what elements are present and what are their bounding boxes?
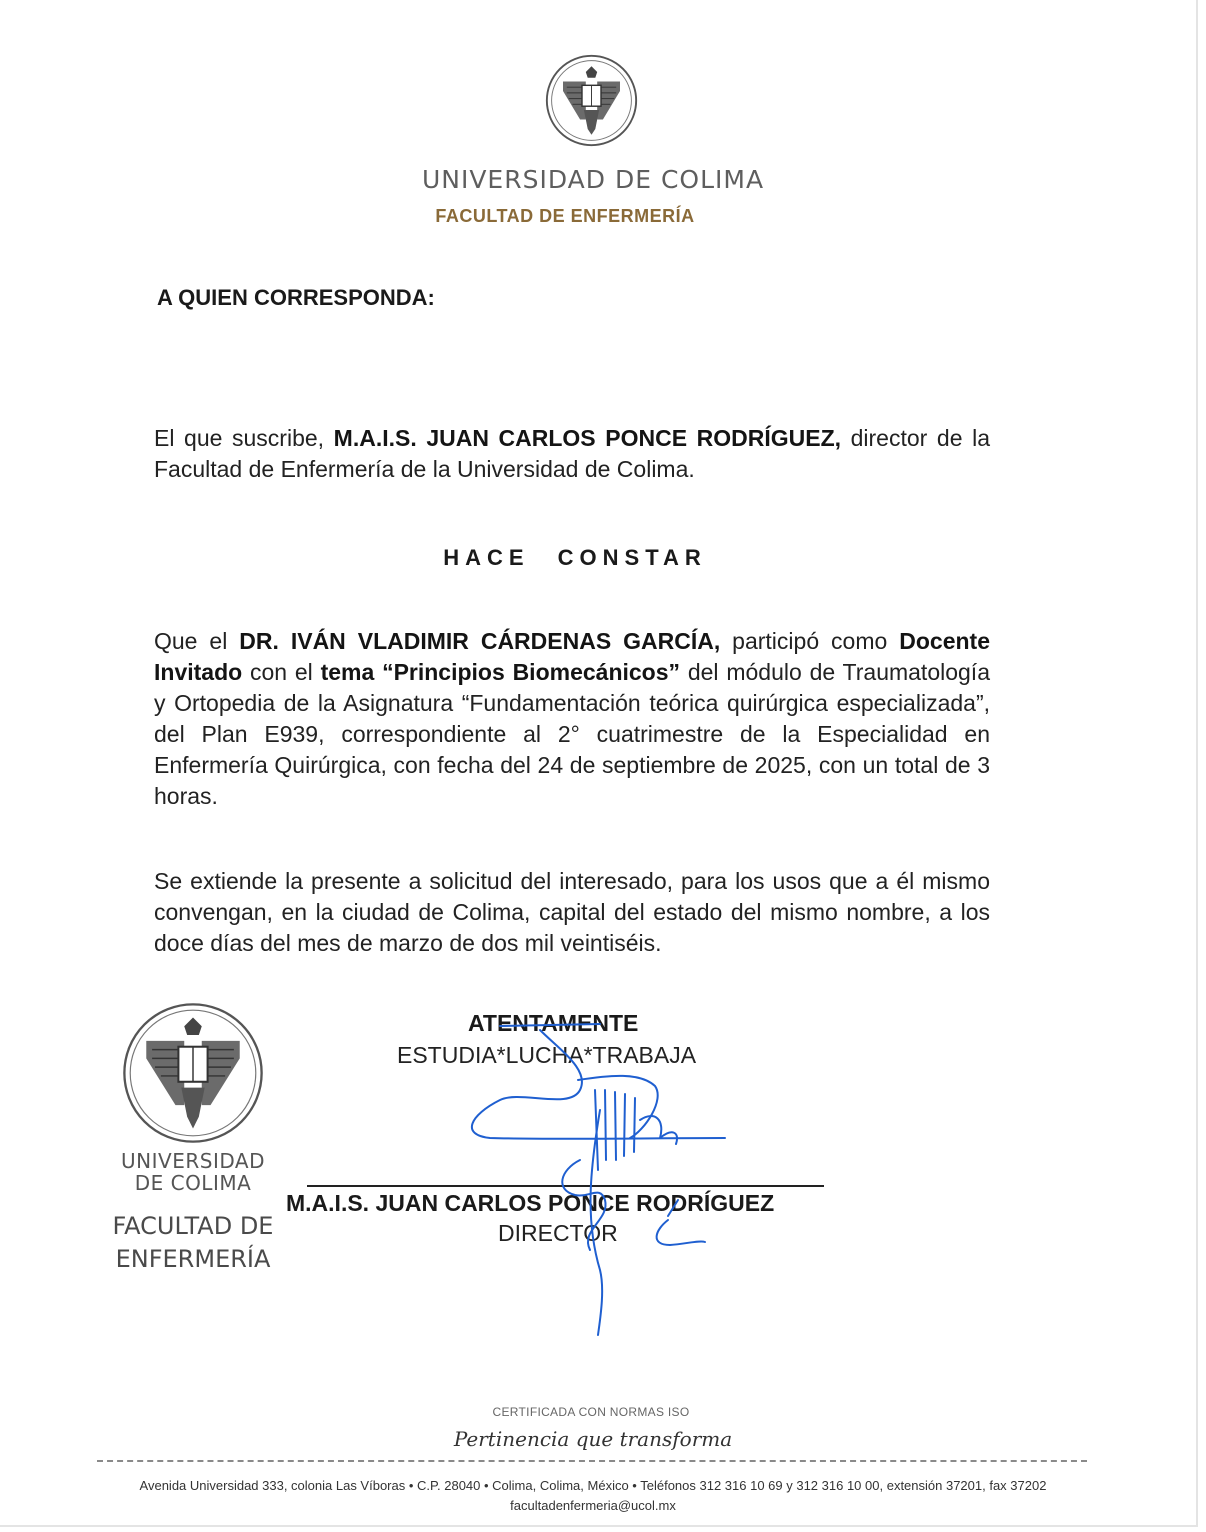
logo-fac-line2: ENFERMERÍA	[115, 1245, 271, 1273]
signature-line	[307, 1185, 824, 1187]
logo-faculty-name	[108, 1210, 278, 1276]
heading-hace-constar: HACE CONSTAR	[443, 545, 707, 570]
faculty-name: FACULTAD DE ENFERMERÍA	[435, 206, 695, 226]
signer-name: M.A.I.S. JUAN CARLOS PONCE RODRÍGUEZ	[286, 1190, 775, 1216]
closing-atentamente: ATENTAMENTE	[468, 1010, 639, 1036]
p1-lead: El que suscribe,	[154, 425, 334, 451]
footer-address: Avenida Universidad 333, colonia Las Víboras • C.P. 28040 • Colima, Colima, México • Teléfonos 312 316 10 69 y 312 316 10 00, extensión 37201, fax 37202	[139, 1478, 1047, 1493]
p1-signer: M.A.I.S. JUAN CARLOS PONCE RODRÍGUEZ,	[333, 425, 842, 451]
footer-motto: Pertinencia que transforma	[453, 1427, 733, 1451]
footer-divider	[97, 1460, 1087, 1462]
signer-title: DIRECTOR	[498, 1220, 618, 1246]
faculty-seal-icon	[120, 1000, 266, 1146]
university-name: UNIVERSIDAD DE COLIMA	[421, 165, 765, 194]
university-seal-icon	[544, 53, 639, 148]
logo-uni-line2: DE COLIMA	[134, 1171, 252, 1195]
logo-university-name	[108, 1150, 278, 1194]
p2-role: Docente Invitado	[154, 628, 990, 685]
paragraph-certification	[154, 626, 990, 812]
p2-t2: participó como	[720, 628, 900, 654]
p2-person: DR. IVÁN VLADIMIR CÁRDENAS GARCÍA,	[239, 628, 721, 654]
greeting: A QUIEN CORRESPONDA:	[157, 285, 435, 310]
iso-certification: CERTIFICADA CON NORMAS ISO	[492, 1405, 690, 1419]
p2-t1: Que el	[154, 628, 240, 654]
p2-t4: del módulo de Traumatología y Ortopedia de la Asignatura “Fundamentación teórica quirúrgica especializada”, del Plan E939, correspondiente al 2° cuatrimestre de la Especialidad en Enfermería Quirúrgica, con fecha del 24 de septiembre de 2025, con un total de 3 horas.	[154, 659, 990, 809]
paragraph-signer	[154, 423, 990, 485]
p2-t3: con el	[242, 659, 321, 685]
logo-fac-line1: FACULTAD DE	[112, 1212, 274, 1240]
p2-topic: tema “Principios Biomecánicos”	[320, 659, 681, 685]
footer-email: facultadenfermeria@ucol.mx	[510, 1498, 676, 1513]
paragraph-closing: Se extiende la presente a solicitud del interesado, para los usos que a él mismo convengan, en la ciudad de Colima, capital del estado del mismo nombre, a los doce días del mes de marzo de dos mil veintiséis.	[154, 868, 990, 956]
university-motto: ESTUDIA*LUCHA*TRABAJA	[397, 1042, 697, 1068]
logo-uni-line1: UNIVERSIDAD	[121, 1149, 265, 1173]
p1-rest: director de la Facultad de Enfermería de la Universidad de Colima.	[154, 425, 990, 482]
